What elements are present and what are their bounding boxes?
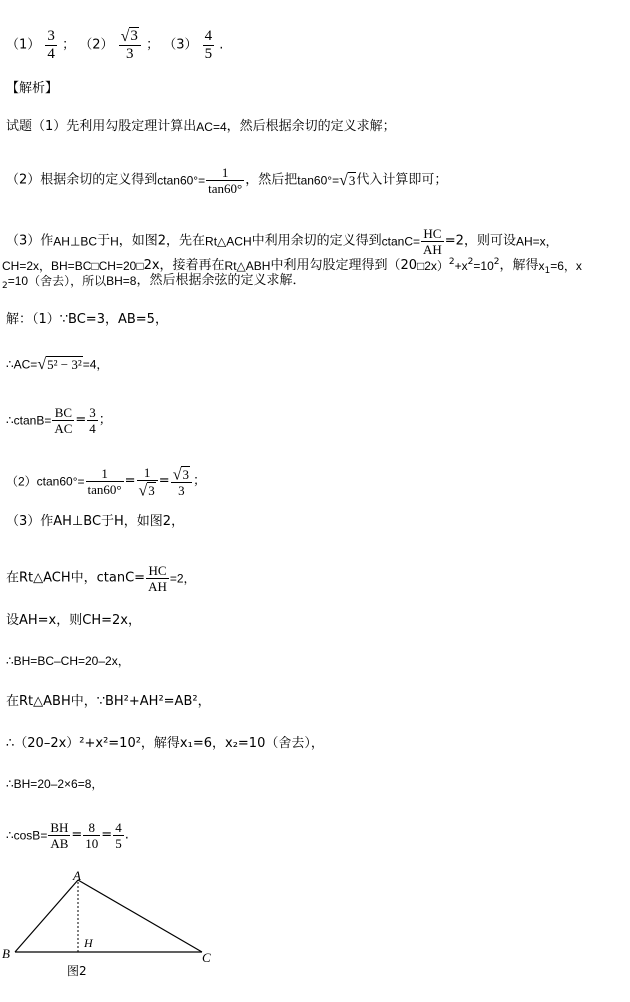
answer-1-fraction xyxy=(45,28,57,63)
analysis-text: 中利用勾股定理得到（20 xyxy=(270,257,417,273)
analysis-text: =2，则可设 xyxy=(444,233,516,249)
answer-line xyxy=(6,28,223,63)
solution-line-8: ∴BH=BC–CH=20–2x， xyxy=(6,654,130,668)
fraction-numerator: HC xyxy=(423,226,442,241)
analysis-formula: +x xyxy=(454,258,468,273)
solution-line-2 xyxy=(6,355,108,374)
solution-fraction: $\frac{BC}{AC}$ xyxy=(54,405,73,436)
analysis-formula: x xyxy=(538,258,545,273)
answer-3-denominator: 5 xyxy=(204,46,213,63)
solution-line-7: 设AH=x，则CH=2x， xyxy=(6,613,141,628)
analysis-formula: H xyxy=(110,234,119,249)
solution-fraction: $\frac{BH}{AB}$ xyxy=(50,820,69,851)
equals-sign: = xyxy=(158,473,170,489)
solution-text: （2）ctan60°= xyxy=(6,474,85,489)
analysis-heading: 【解析】 xyxy=(6,81,59,96)
analysis-formula: AH⊥BC xyxy=(53,234,98,249)
solution-line-3 xyxy=(6,405,112,436)
solution-text: ∴ctanB= xyxy=(6,413,52,428)
analysis-text: 代入计算即可； xyxy=(356,172,448,188)
analysis-text: （3）作 xyxy=(6,233,54,249)
analysis-formula: CH=2x，BH=BC xyxy=(2,258,92,273)
answer-separator: ； xyxy=(62,37,76,53)
analysis-text: 于 xyxy=(97,233,111,249)
solution-fraction: $\frac{√3}{3}$ xyxy=(171,465,192,498)
solution-fraction: $\frac{HC}{AH}$ xyxy=(148,563,167,594)
analysis-formula: CH=20 xyxy=(98,258,137,273)
figure-caption: 图2 xyxy=(67,964,87,978)
fraction-denominator: tan60° xyxy=(208,181,243,196)
analysis-formula: AH=x， xyxy=(515,234,558,249)
vertex-c-label: C xyxy=(202,950,211,965)
solution-line-4 xyxy=(6,465,206,498)
analysis-step-3-line-2: CH=2x，BH=BC□CH=20□2x，接着再在Rt△ABH中利用勾股定理得到$(20□2x)^2+x^2=10^2$，解得$x_1=6$，x xyxy=(2,257,582,276)
analysis-text: ，解得 xyxy=(499,257,539,273)
solution-sqrt: √5² − 3² xyxy=(37,356,82,374)
answer-part-2-label: （2） xyxy=(79,37,114,53)
solution-text: ∴cosB= xyxy=(6,828,48,843)
answer-end: . xyxy=(219,37,224,53)
solution-line-11: ∴BH=20–2×6=8， xyxy=(6,777,104,791)
unknown-glyph: □ xyxy=(136,258,144,273)
solution-text: =2， xyxy=(169,571,196,586)
solution-fraction: $\frac{8}{10}$ xyxy=(85,820,99,851)
solution-text: 在Rt△ACH中，ctanC= xyxy=(6,570,146,586)
analysis-text: ，如图2，先在 xyxy=(118,233,206,249)
solution-line-6 xyxy=(6,563,196,594)
analysis-text: ，然后把 xyxy=(245,172,298,188)
analysis-text: （2）根据余切的定义得到 xyxy=(6,172,158,188)
analysis-formula: 2x） xyxy=(424,258,449,273)
analysis-sqrt: √3 xyxy=(339,172,356,189)
answer-2-numerator: √3 xyxy=(120,28,138,46)
answer-3-numerator: 4 xyxy=(204,28,213,45)
answer-part-1-label: （1） xyxy=(6,37,41,53)
solution-line-9: 在Rt△ABH中，∵BH²+AH²=AB²， xyxy=(6,694,211,709)
solution-line-1: 解：（1）∵BC=3，AB=5， xyxy=(6,312,168,327)
analysis-step-1 xyxy=(6,118,396,137)
analysis-formula: =6，x xyxy=(550,258,582,273)
unknown-glyph: □ xyxy=(416,258,425,273)
analysis-fraction xyxy=(206,165,244,196)
triangle-figure xyxy=(0,868,230,980)
analysis-text: 中利用余切的定义得到 xyxy=(251,233,382,249)
analysis-step-3-line-3: $_2$=10（舍去），所以BH=8，然后根据余弦的定义求解． xyxy=(2,273,306,292)
analysis-text: 试题（1）先利用勾股定理计算出 xyxy=(6,119,197,134)
solution-line-10: ∴（20–2x）²+x²=10²，解得x₁=6，x₂=10（舍去）， xyxy=(6,736,324,751)
analysis-formula: ctan60°= xyxy=(157,173,206,188)
analysis-text: ，然后根据余弦的定义求解． xyxy=(136,273,306,288)
analysis-text: 2x，接着再在 xyxy=(143,257,225,273)
solution-fraction: $\frac{4}{5}$ xyxy=(115,820,122,851)
answer-1-denominator: 4 xyxy=(47,46,55,63)
answer-3-fraction xyxy=(203,28,215,63)
equals-sign: = xyxy=(101,827,113,843)
analysis-formula: Rt△ABH xyxy=(224,258,271,273)
answer-part-3-label: （3） xyxy=(163,37,198,53)
equals-sign: = xyxy=(124,473,136,489)
side-ab xyxy=(15,880,78,952)
solution-line-5: （3）作AH⊥BC于H，如图2， xyxy=(6,514,185,529)
foot-h-label: H xyxy=(84,936,93,950)
answer-1-numerator: 3 xyxy=(47,28,55,45)
solution-text: ； xyxy=(192,473,206,489)
solution-fraction: $\frac{1}{\tan 60^\circ}$ xyxy=(87,466,122,498)
fraction-denominator: AH xyxy=(423,242,442,257)
analysis-step-2 xyxy=(6,165,447,196)
solution-fraction: $\frac{3}{4}$ xyxy=(89,405,96,436)
solution-fraction: $\frac{1}{√3}$ xyxy=(137,465,158,498)
fraction-numerator: 1 xyxy=(221,165,229,180)
analysis-formula: Rt△ACH xyxy=(205,234,252,249)
answer-2-denominator: 3 xyxy=(119,45,141,63)
analysis-formula: BH=8 xyxy=(106,274,137,288)
analysis-formula: =10 xyxy=(473,258,494,273)
solution-text: ∴AC= xyxy=(6,357,38,372)
solution-text: =4， xyxy=(82,357,109,372)
vertex-a-label: A xyxy=(73,868,81,883)
analysis-formula: tan60°= xyxy=(297,173,340,188)
analysis-text: =10（舍去），所以 xyxy=(7,274,107,288)
solution-text: . xyxy=(124,827,129,843)
equals-sign: = xyxy=(71,827,83,843)
side-ac xyxy=(78,880,202,952)
equals-sign: = xyxy=(75,412,87,428)
analysis-formula: ctanC= xyxy=(381,234,420,249)
answer-separator: ； xyxy=(146,37,160,53)
analysis-text: ，然后根据余切的定义求解； xyxy=(226,119,396,134)
solution-line-12 xyxy=(6,820,129,851)
vertex-b-label: B xyxy=(2,946,10,961)
analysis-formula: AC=4 xyxy=(196,120,227,134)
answer-2-fraction xyxy=(119,28,141,63)
solution-text: ； xyxy=(98,412,112,428)
unknown-glyph: □ xyxy=(91,258,99,273)
